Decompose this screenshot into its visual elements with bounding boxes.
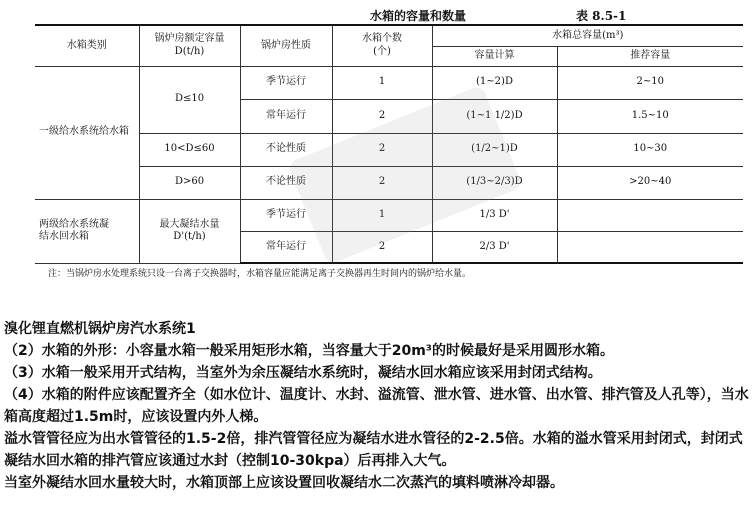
article-body — [4, 318, 749, 494]
count-cell: 2 — [332, 99, 432, 133]
capacity-cell: D≤10 — [139, 66, 240, 133]
nature-cell: 季节运行 — [240, 66, 332, 99]
count-cell: 2 — [332, 231, 432, 263]
paragraph: 溢水管管径应为出水管管径的1.5-2倍，排汽管管径应为凝结水进水管径的2-2.5倍。水箱的溢水管采用封闭式，封闭式凝结水回水箱的排汽管应该通过水封（控制10-30kpa）后再排入大气。 — [4, 431, 743, 469]
count-cell: 1 — [332, 66, 432, 99]
recommended-cell: 10~30 — [557, 133, 743, 166]
group2-label: 两级给水系统凝 结水回水箱 — [35, 199, 139, 263]
header-recommended: 推荐容量 — [557, 46, 743, 66]
nature-cell: 不论性质 — [240, 166, 332, 199]
capacity-cell: D>60 — [139, 166, 240, 199]
recommended-cell — [557, 231, 743, 263]
recommended-cell — [557, 199, 743, 231]
paragraph: （2）水箱的外形：小容量水箱一般采用矩形水箱，当容量大于20m³的时候最好是采用圆形水箱。 — [4, 343, 614, 359]
header-count: 水箱个数 (个) — [332, 25, 432, 66]
group1-label: 一级给水系统给水箱 — [35, 66, 139, 199]
calc-cell: (1/3~2/3)D — [432, 166, 557, 199]
header-calc: 容量计算 — [432, 46, 557, 66]
paragraph: （4）水箱的附件应该配置齐全（如水位计、温度计、水封、溢流管、泄水管、进水管、出水管、排汽管及人孔等），当水箱高度超过1.5m时，应该设置内外人梯。 — [4, 387, 749, 425]
group2-capacity: 最大凝结水量 D'(t/h) — [139, 199, 240, 263]
table-number: 表 8.5-1 — [576, 9, 627, 23]
nature-cell: 常年运行 — [240, 231, 332, 263]
paragraph: 当室外凝结水回水量较大时，水箱顶部上应该设置回收凝结水二次蒸汽的填料喷淋冷却器。 — [4, 475, 564, 491]
calc-cell: (1~2)D — [432, 66, 557, 99]
nature-cell: 季节运行 — [240, 199, 332, 231]
table-row — [35, 66, 743, 99]
calc-cell: 2/3 D' — [432, 231, 557, 263]
article-heading: 溴化锂直燃机锅炉房汽水系统1 — [4, 321, 196, 337]
calc-cell: 1/3 D' — [432, 199, 557, 231]
header-total-capacity: 水箱总容量(m³) — [432, 25, 743, 46]
table-note: 注：当锅炉房水处理系统只设一台离子交换器时，水箱容量应能满足离子交换器再生时间内的锅炉给水量。 — [48, 269, 472, 279]
paragraph: （3）水箱一般采用开式结构，当室外为余压凝结水系统时，凝结水回水箱应该采用封闭式结构。 — [4, 365, 602, 381]
count-cell: 2 — [332, 133, 432, 166]
recommended-cell: 2~10 — [557, 66, 743, 99]
header-nature: 锅炉房性质 — [240, 25, 332, 66]
nature-cell: 常年运行 — [240, 99, 332, 133]
table-title: 水箱的容量和数量 — [370, 9, 467, 23]
recommended-cell: 1.5~10 — [557, 99, 743, 133]
recommended-cell: >20~40 — [557, 166, 743, 199]
count-cell: 1 — [332, 199, 432, 231]
header-rated-capacity: 锅炉房额定容量 D(t/h) — [139, 25, 240, 66]
count-cell: 2 — [332, 166, 432, 199]
header-type: 水箱类别 — [35, 25, 139, 66]
calc-cell: (1~1 1/2)D — [432, 99, 557, 133]
capacity-cell: 10<D≤60 — [139, 133, 240, 166]
nature-cell: 不论性质 — [240, 133, 332, 166]
calc-cell: (1/2~1)D — [432, 133, 557, 166]
